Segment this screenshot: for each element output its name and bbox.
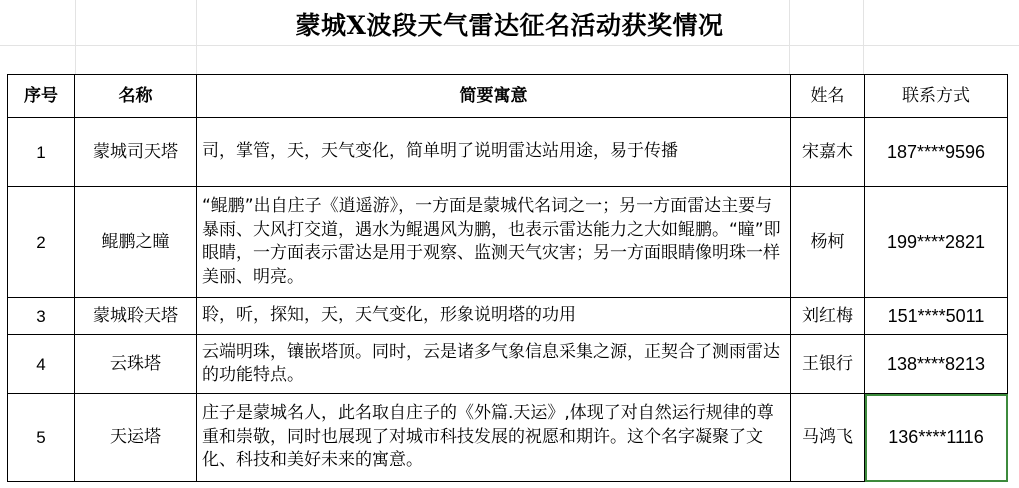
cell-person[interactable]: 刘红梅 bbox=[791, 298, 865, 335]
cell-person[interactable]: 杨柯 bbox=[791, 187, 865, 298]
cell-meaning[interactable]: 云端明珠，镶嵌塔顶。同时，云是诸多气象信息采集之源，正契合了测雨雷达的功能特点。 bbox=[197, 335, 791, 394]
table-row bbox=[8, 118, 1008, 187]
cell-meaning[interactable]: 聆，听，探知，天，天气变化，形象说明塔的功用 bbox=[197, 298, 791, 335]
table-row bbox=[8, 187, 1008, 298]
header-contact[interactable]: 联系方式 bbox=[865, 75, 1008, 118]
cell-contact[interactable]: 151****5011 bbox=[865, 298, 1008, 335]
cell-person[interactable]: 马鸿飞 bbox=[791, 394, 865, 482]
cell-contact-selected[interactable]: 136****1116 bbox=[865, 394, 1008, 482]
header-meaning[interactable]: 简要寓意 bbox=[197, 75, 791, 118]
cell-name[interactable]: 蒙城聆天塔 bbox=[75, 298, 197, 335]
header-person[interactable]: 姓名 bbox=[791, 75, 865, 118]
table-row bbox=[8, 335, 1008, 394]
cell-index[interactable]: 5 bbox=[8, 394, 75, 482]
cell-name[interactable]: 云珠塔 bbox=[75, 335, 197, 394]
cell-index[interactable]: 4 bbox=[8, 335, 75, 394]
header-row bbox=[8, 75, 1008, 118]
header-name[interactable]: 名称 bbox=[75, 75, 197, 118]
cell-contact[interactable]: 187****9596 bbox=[865, 118, 1008, 187]
cell-meaning[interactable]: “鲲鹏”出自庄子《逍遥游》，一方面是蒙城代名词之一；另一方面雷达主要与暴雨、大风打交道，遇水为鲲遇风为鹏，也表示雷达能力之大如鲲鹏。“瞳”即眼睛，一方面表示雷达是用于观察、监测天气灾害；另一方面眼睛像明珠一样美丽、明亮。 bbox=[197, 187, 791, 298]
cell-name[interactable]: 蒙城司天塔 bbox=[75, 118, 197, 187]
cell-meaning[interactable]: 庄子是蒙城名人，此名取自庄子的《外篇.天运》,体现了对自然运行规律的尊重和崇敬，同时也展现了对城市科技发展的祝愿和期许。这个名字凝聚了文化、科技和美好未来的寓意。 bbox=[197, 394, 791, 482]
awards-table bbox=[7, 74, 1008, 482]
table-row bbox=[8, 394, 1008, 482]
cell-person[interactable]: 王银行 bbox=[791, 335, 865, 394]
cell-name[interactable]: 鲲鹏之瞳 bbox=[75, 187, 197, 298]
cell-contact[interactable]: 199****2821 bbox=[865, 187, 1008, 298]
cell-meaning[interactable]: 司，掌管，天，天气变化，简单明了说明雷达站用途，易于传播 bbox=[197, 118, 791, 187]
sheet-title: 蒙城X波段天气雷达征名活动获奖情况 bbox=[295, 11, 724, 40]
cell-index[interactable]: 1 bbox=[8, 118, 75, 187]
cell-person[interactable]: 宋嘉木 bbox=[791, 118, 865, 187]
cell-index[interactable]: 2 bbox=[8, 187, 75, 298]
header-index[interactable]: 序号 bbox=[8, 75, 75, 118]
table-row bbox=[8, 298, 1008, 335]
cell-contact[interactable]: 138****8213 bbox=[865, 335, 1008, 394]
cell-name[interactable]: 天运塔 bbox=[75, 394, 197, 482]
cell-index[interactable]: 3 bbox=[8, 298, 75, 335]
